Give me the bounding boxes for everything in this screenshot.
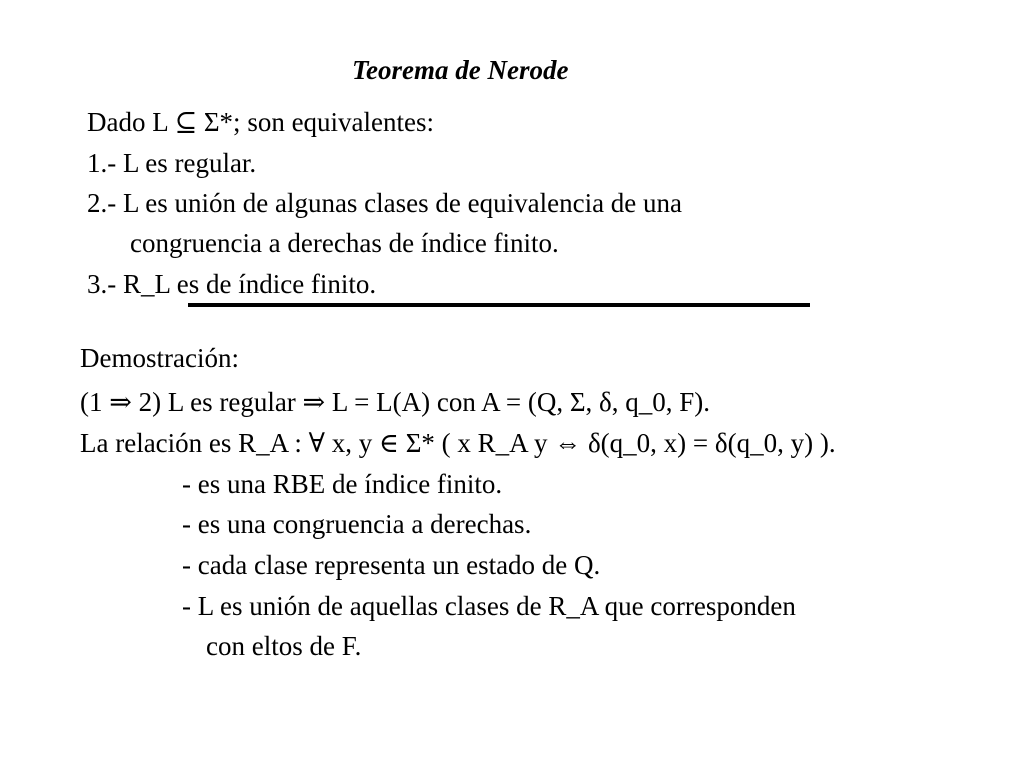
divider-rule	[188, 303, 810, 307]
proof-bullet-2: - es una congruencia a derechas.	[182, 509, 532, 539]
theorem-item-2-line-2: congruencia a derechas de índice finito.	[130, 228, 559, 258]
proof-bullet-4-line-2: con eltos de F.	[206, 631, 362, 661]
proof-heading: Demostración:	[80, 343, 239, 373]
theorem-item-1: 1.- L es regular.	[87, 148, 257, 178]
slide-title: Teorema de Nerode	[352, 55, 569, 85]
proof-relation: La relación es R_A : ∀ x, y ∈ Σ* ( x R_A y ⇔ δ(q_0, x) = δ(q_0, y) ).	[80, 428, 836, 458]
proof-step: (1 ⇒ 2) L es regular ⇒ L = L(A) con A = (Q, Σ, δ, q_0, F).	[80, 387, 711, 417]
proof-bullet-4-line-1: - L es unión de aquellas clases de R_A que corresponden	[182, 591, 796, 621]
theorem-item-2-line-1: 2.- L es unión de algunas clases de equivalencia de una	[87, 188, 683, 218]
theorem-item-3: 3.- R_L es de índice finito.	[87, 269, 377, 299]
theorem-intro: Dado L ⊆ Σ*; son equivalentes:	[87, 107, 435, 137]
proof-bullet-3: - cada clase representa un estado de Q.	[182, 550, 601, 580]
proof-bullet-1: - es una RBE de índice finito.	[182, 469, 503, 499]
